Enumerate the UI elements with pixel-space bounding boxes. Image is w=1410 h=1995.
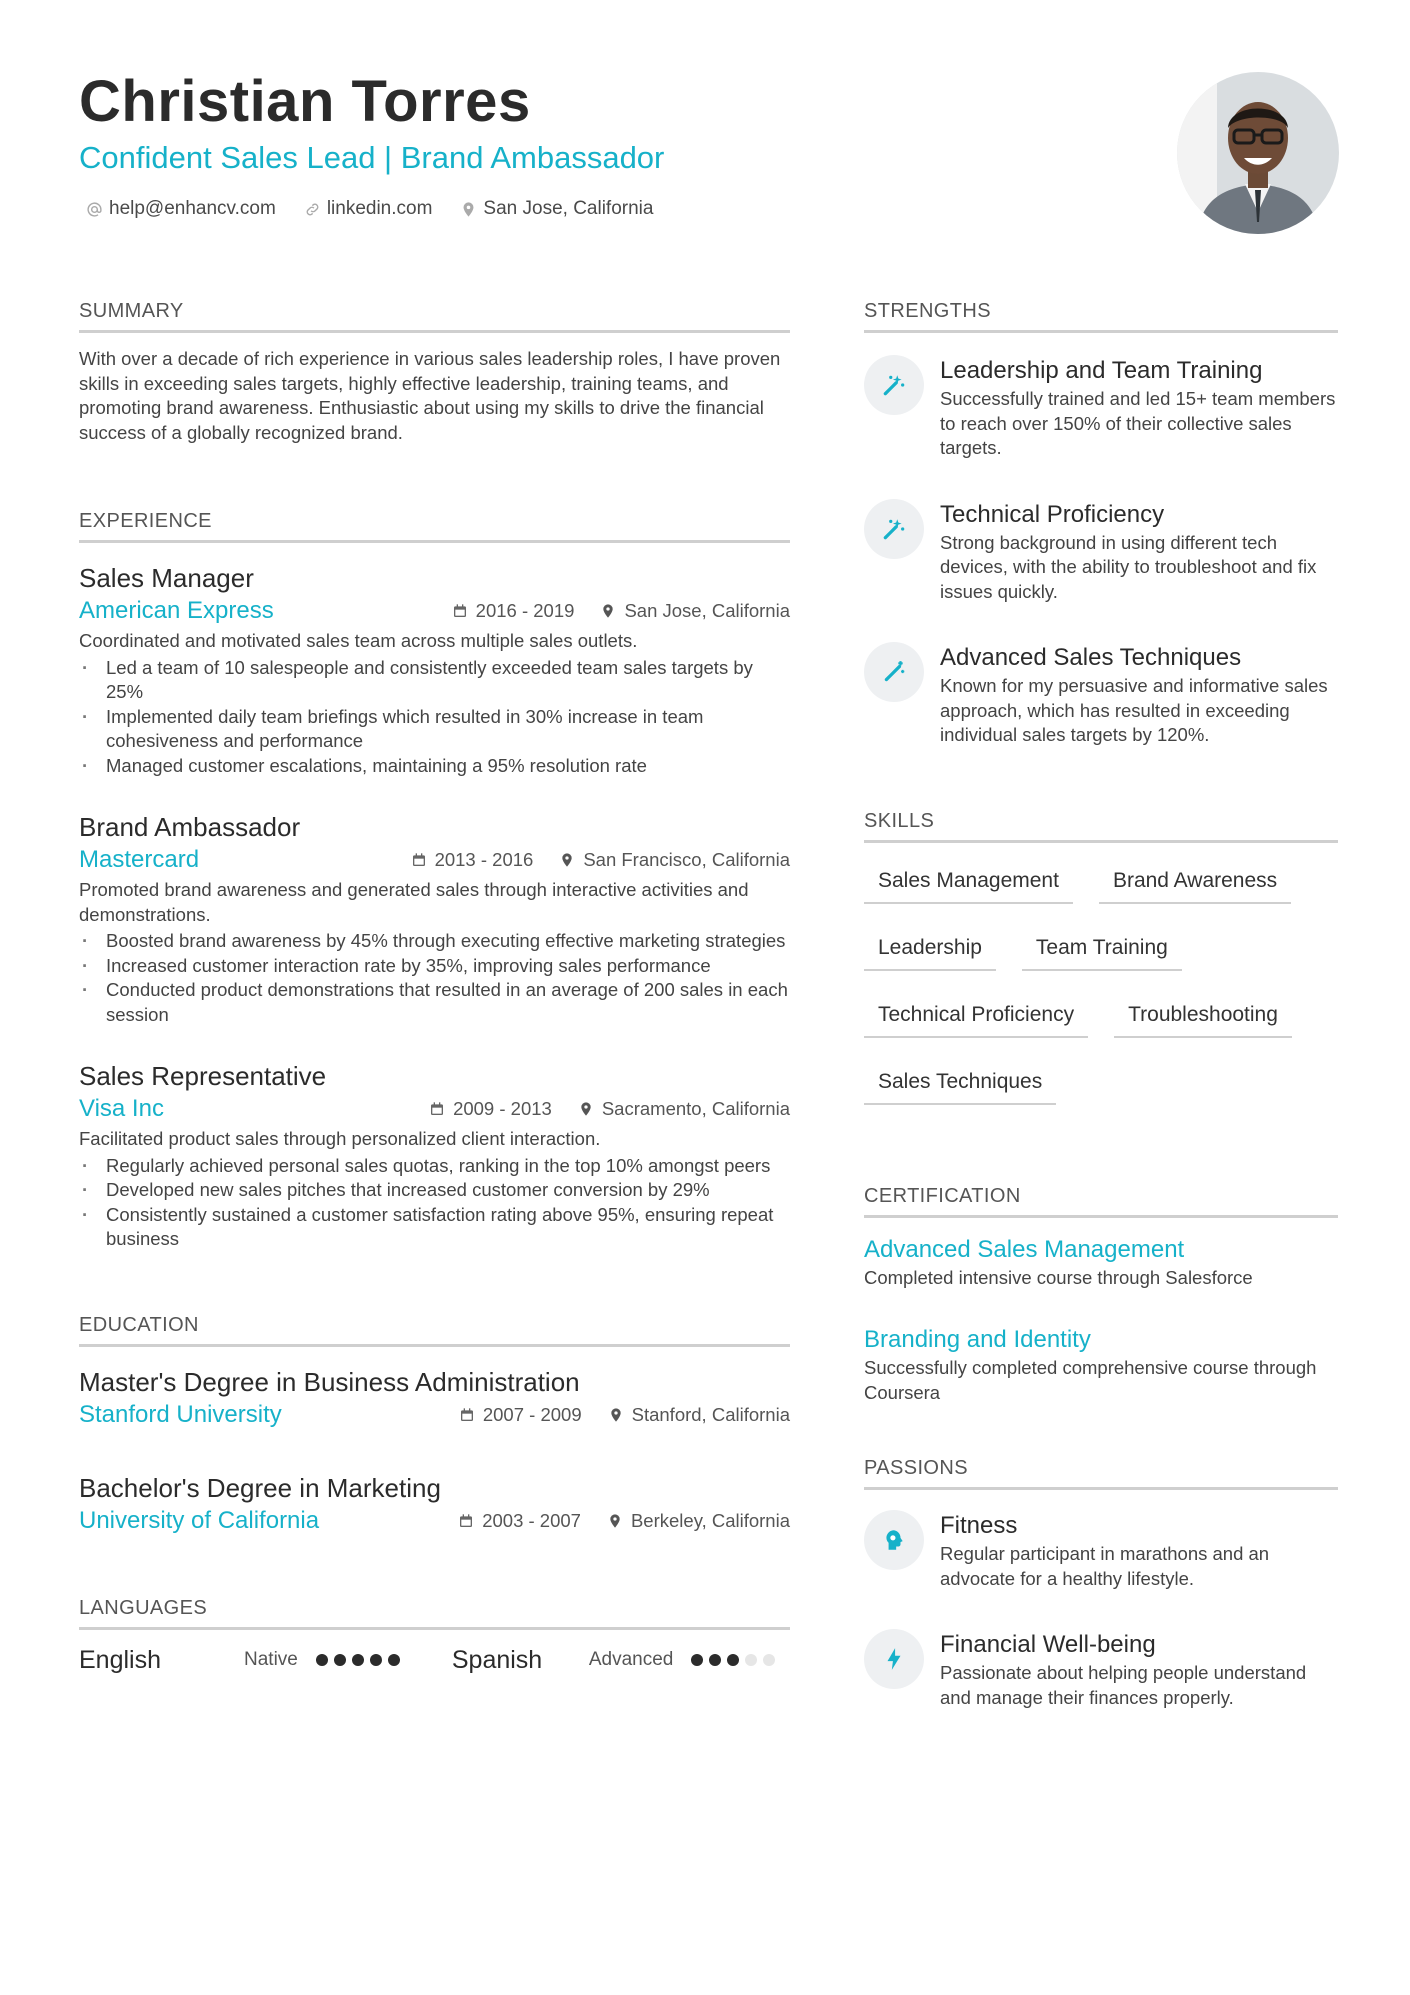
strength-item bbox=[864, 499, 1338, 605]
job-entry bbox=[79, 561, 790, 778]
education-dates: 2007 - 2009 bbox=[482, 1403, 582, 1425]
location-pin-icon bbox=[608, 1407, 624, 1423]
strengths-section bbox=[864, 298, 1338, 748]
rating-dot-filled bbox=[388, 1654, 400, 1666]
certification-description: Successfully completed comprehensive course through Coursera bbox=[864, 1357, 1317, 1403]
job-description: Facilitated product sales through personalized client interaction. bbox=[79, 1128, 601, 1149]
skill-tag: Team Training bbox=[1022, 930, 1182, 971]
strength-title: Technical Proficiency bbox=[940, 500, 1165, 528]
strength-description: Strong background in using different tech devices, with the ability to troubleshoot and fix issues quickly. bbox=[940, 531, 1317, 602]
bullet-item: · Consistently sustained a customer satisfaction rating above 95%, ensuring repeat business bbox=[79, 1203, 790, 1252]
strength-description: Known for my persuasive and informative sales approach, which has resulted in exceeding individual sales targets by 120%. bbox=[940, 675, 1328, 745]
passions-section bbox=[864, 1455, 1338, 1710]
education-entry bbox=[79, 1471, 790, 1537]
wand-icon bbox=[881, 659, 907, 685]
strength-title: Leadership and Team Training bbox=[940, 357, 1263, 384]
language-level: Native bbox=[244, 1649, 298, 1670]
calendar-icon bbox=[452, 603, 468, 619]
skills-section bbox=[864, 808, 1338, 1125]
certification-description: Completed intensive course through Salesforce bbox=[864, 1266, 1253, 1288]
rating-dot-filled bbox=[691, 1654, 703, 1666]
head-icon bbox=[881, 1527, 907, 1553]
job-location: San Jose, California bbox=[624, 600, 790, 621]
contact-linkedin-text: linkedin.com bbox=[326, 198, 433, 219]
certification-item bbox=[864, 1324, 1338, 1405]
at-icon bbox=[86, 201, 103, 218]
passion-description: Regular participant in marathons and an advocate for a healthy lifestyle. bbox=[940, 1543, 1270, 1589]
rating-dot-empty bbox=[745, 1654, 757, 1666]
strength-item bbox=[864, 642, 1338, 748]
summary-section bbox=[79, 298, 790, 445]
job-company: American Express bbox=[79, 597, 274, 624]
location-pin-icon bbox=[578, 1101, 594, 1117]
candidate-name: Christian Torres bbox=[79, 69, 531, 134]
education-section bbox=[79, 1312, 790, 1537]
skills-heading: SKILLS bbox=[864, 808, 1338, 843]
magic-wand-icon bbox=[881, 372, 907, 398]
rating-dot-filled bbox=[709, 1654, 721, 1666]
profile-photo bbox=[1177, 72, 1339, 234]
passion-title: Fitness bbox=[940, 1512, 1018, 1539]
job-description: Promoted brand awareness and generated sales through interactive activities and demonstrations. bbox=[79, 879, 749, 925]
calendar-icon bbox=[458, 1513, 474, 1529]
certification-title: Advanced Sales Management bbox=[864, 1235, 1185, 1263]
job-dates: 2009 - 2013 bbox=[453, 1098, 552, 1119]
location-pin-icon bbox=[559, 852, 575, 868]
language-name: English bbox=[79, 1645, 161, 1674]
education-location: Stanford, California bbox=[631, 1403, 790, 1425]
strength-title: Advanced Sales Techniques bbox=[940, 644, 1242, 671]
passions-heading: PASSIONS bbox=[864, 1455, 1338, 1490]
skill-tag: Troubleshooting bbox=[1114, 997, 1292, 1038]
location-pin-icon bbox=[607, 1513, 623, 1529]
bullet-item: · Developed new sales pitches that increased customer conversion by 29% bbox=[79, 1178, 790, 1203]
summary-text: With over a decade of rich experience in various sales leadership roles, I have proven skills in exceeding sales targets, highly effective leadership, training teams, and promoting brand awareness. Enthusiastic about using my skills to drive the financial success of a globally recognized brand. bbox=[79, 348, 781, 443]
job-description: Coordinated and motivated sales team across multiple sales outlets. bbox=[79, 630, 638, 651]
contact-location bbox=[460, 196, 653, 222]
magic-wand-icon bbox=[881, 516, 907, 542]
contact-email[interactable] bbox=[86, 196, 276, 222]
job-dates: 2016 - 2019 bbox=[475, 600, 575, 621]
rating-dot-filled bbox=[334, 1654, 346, 1666]
language-name: Spanish bbox=[451, 1645, 543, 1674]
certification-section bbox=[864, 1183, 1338, 1406]
school: University of California bbox=[79, 1506, 320, 1534]
job-entry bbox=[79, 810, 790, 1027]
lightning-icon bbox=[881, 1646, 907, 1672]
calendar-icon bbox=[459, 1407, 475, 1423]
job-entry bbox=[79, 1059, 790, 1252]
location-pin-icon bbox=[600, 603, 616, 619]
job-location: San Francisco, California bbox=[583, 849, 790, 870]
skills-list bbox=[864, 857, 1338, 1125]
job-company: Visa Inc bbox=[79, 1095, 164, 1122]
rating-dot-filled bbox=[370, 1654, 382, 1666]
education-location: Berkeley, California bbox=[630, 1509, 790, 1531]
rating-dot-empty bbox=[763, 1654, 775, 1666]
passion-item bbox=[864, 1510, 1338, 1591]
contact-email-text: help@enhancv.com bbox=[109, 198, 276, 219]
job-location: Sacramento, California bbox=[601, 1098, 790, 1119]
passion-description: Passionate about helping people understand and manage their finances properly. bbox=[940, 1662, 1307, 1708]
education-dates: 2003 - 2007 bbox=[482, 1509, 581, 1531]
calendar-icon bbox=[429, 1101, 445, 1117]
bullet-item: · Increased customer interaction rate by 35%, improving sales performance bbox=[79, 954, 790, 979]
passion-title: Financial Well-being bbox=[940, 1631, 1156, 1658]
certification-item bbox=[864, 1234, 1338, 1291]
bullet-item: · Conducted product demonstrations that resulted in an average of 200 sales in each session bbox=[79, 978, 790, 1027]
bullet-item: · Managed customer escalations, maintaining a 95% resolution rate bbox=[79, 754, 790, 779]
job-bullets bbox=[79, 929, 790, 1027]
skill-tag: Brand Awareness bbox=[1099, 863, 1291, 904]
left-column bbox=[79, 298, 790, 1675]
certification-heading: CERTIFICATION bbox=[864, 1183, 1338, 1218]
link-icon bbox=[304, 201, 321, 218]
contact-location-text: San Jose, California bbox=[483, 198, 654, 219]
job-title: Sales Representative bbox=[79, 1061, 327, 1091]
experience-section bbox=[79, 508, 790, 1252]
job-title: Brand Ambassador bbox=[79, 812, 301, 842]
contact-row bbox=[86, 196, 653, 222]
degree: Master's Degree in Business Administration bbox=[79, 1366, 580, 1397]
bullet-item: · Implemented daily team briefings which resulted in 30% increase in team cohesiveness and performance bbox=[79, 705, 790, 754]
job-title: Sales Manager bbox=[79, 563, 254, 593]
bullet-item: · Boosted brand awareness by 45% through executing effective marketing strategies bbox=[79, 929, 790, 954]
skill-tag: Sales Management bbox=[864, 863, 1073, 904]
experience-heading: EXPERIENCE bbox=[79, 508, 790, 543]
skill-tag: Technical Proficiency bbox=[864, 997, 1088, 1038]
skill-tag: Sales Techniques bbox=[864, 1064, 1056, 1105]
summary-heading: SUMMARY bbox=[79, 298, 790, 333]
skill-tag: Leadership bbox=[864, 930, 996, 971]
job-bullets bbox=[79, 656, 790, 779]
languages-row bbox=[79, 1646, 790, 1675]
language-rating bbox=[691, 1654, 775, 1666]
contact-linkedin[interactable] bbox=[304, 196, 433, 222]
rating-dot-filled bbox=[316, 1654, 328, 1666]
strengths-heading: STRENGTHS bbox=[864, 298, 1338, 333]
passion-item bbox=[864, 1629, 1338, 1710]
location-pin-icon bbox=[460, 201, 477, 218]
bullet-item: · Regularly achieved personal sales quotas, ranking in the top 10% amongst peers bbox=[79, 1154, 790, 1179]
candidate-title: Confident Sales Lead | Brand Ambassador bbox=[79, 140, 665, 175]
education-heading: EDUCATION bbox=[79, 1312, 790, 1347]
rating-dot-filled bbox=[352, 1654, 364, 1666]
rating-dot-filled bbox=[727, 1654, 739, 1666]
job-dates: 2013 - 2016 bbox=[434, 849, 534, 870]
right-column bbox=[864, 298, 1338, 1710]
strength-item bbox=[864, 355, 1338, 461]
strength-description: Successfully trained and led 15+ team members to reach over 150% of their collective sales targets. bbox=[940, 388, 1336, 458]
education-entry bbox=[79, 1365, 790, 1431]
language-level: Advanced bbox=[588, 1649, 674, 1670]
job-bullets bbox=[79, 1154, 790, 1252]
job-company: Mastercard bbox=[79, 846, 200, 873]
language-rating bbox=[316, 1654, 400, 1666]
certification-title: Branding and Identity bbox=[864, 1326, 1091, 1353]
degree: Bachelor's Degree in Marketing bbox=[79, 1472, 441, 1503]
bullet-item: · Led a team of 10 salespeople and consistently exceeded team sales targets by 25% bbox=[79, 656, 790, 705]
languages-heading: LANGUAGES bbox=[79, 1595, 790, 1630]
school: Stanford University bbox=[79, 1400, 282, 1428]
calendar-icon bbox=[411, 852, 427, 868]
languages-section bbox=[79, 1595, 790, 1675]
